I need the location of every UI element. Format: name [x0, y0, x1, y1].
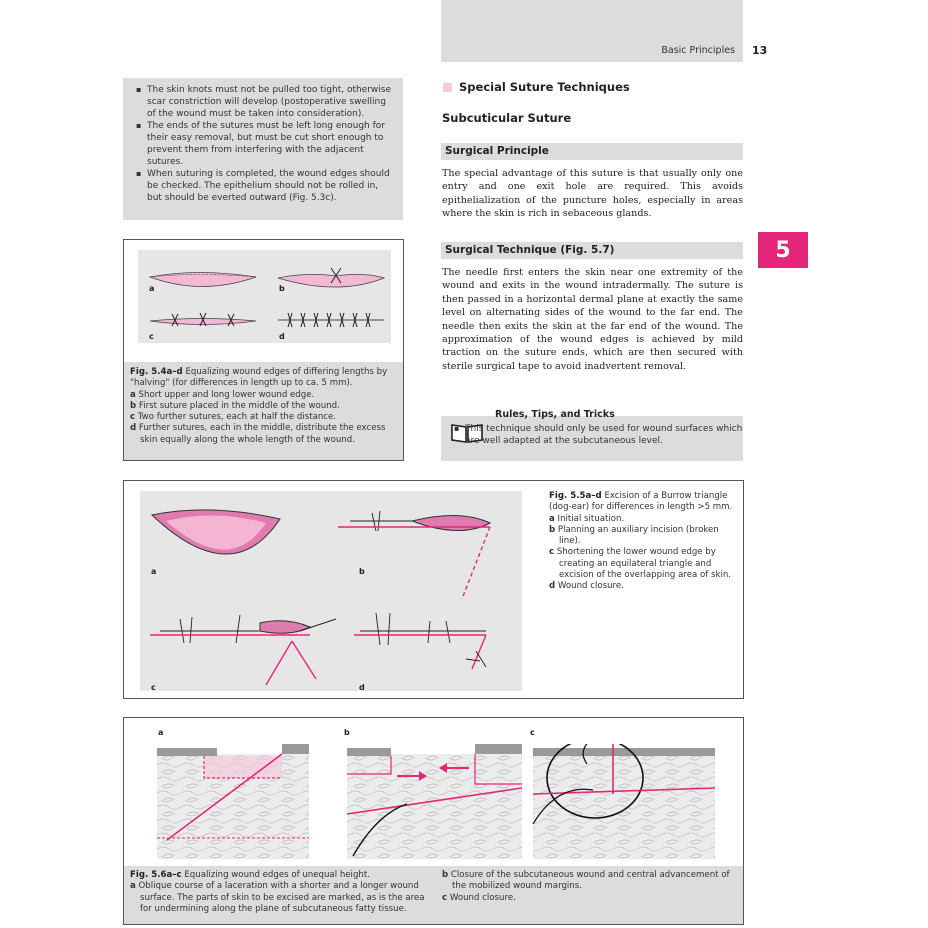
caption-item: a Short upper and long lower wound edge. — [130, 389, 315, 400]
caption-intro: Excision of a Burrow triangle (dog-ear) for differences in length >5 mm. — [549, 491, 733, 513]
caption-item: d Wound closure. — [549, 581, 624, 592]
caption-item: c Shortening the lower wound edge by creating an equilateral triangle and excision of the overlapping area of skin. — [549, 547, 732, 581]
rules-list — [451, 423, 747, 447]
caption-intro: Equalizing wound edges of unequal height. — [184, 870, 370, 880]
caption-intro: Equalizing wound edges of differing lengths by "halving" (for differences in length up to ca. 5 mm). — [130, 367, 388, 389]
note-item: ▪ The skin knots must not be pulled too tight, otherwise scar constriction will develop (postoperative swelling of the wound must be taken into consideration). — [147, 84, 395, 120]
notes-box — [123, 78, 403, 220]
figure-5-4-caption — [124, 362, 403, 460]
caption-item: b First suture placed in the middle of the wound. — [130, 400, 340, 411]
panel-label: a — [151, 567, 157, 576]
principle-heading: Surgical Principle — [441, 143, 743, 160]
caption-item: d Further sutures, each in the middle, distribute the excess skin equally along the whole length of the wound. — [130, 423, 386, 445]
panel-label: c — [530, 728, 535, 737]
figure-5-5-caption — [549, 491, 735, 593]
panel-label: c — [149, 332, 154, 341]
page-number: 13 — [752, 44, 768, 57]
panel-label: b — [359, 567, 365, 576]
caption-item: b Closure of the subcutaneous wound and central advancement of the mobilized wound margins. — [442, 870, 730, 892]
caption-label: Fig. 5.5a–d — [549, 491, 602, 501]
caption-item: c Two further sutures, each at half the distance. — [130, 412, 337, 423]
note-item: ▪ The ends of the sutures must be left long enough for their easy removal, but must be cut short enough to prevent them from interfering with the adjacent sutures. — [147, 120, 395, 168]
subsection-title: Subcuticular Suture — [442, 111, 572, 125]
figure-5-5-illustration — [140, 491, 522, 691]
technique-heading: Surgical Technique (Fig. 5.7) — [441, 242, 743, 259]
figure-5-6-illustration — [157, 744, 715, 859]
rules-box — [441, 409, 743, 461]
panel-label: a — [149, 284, 155, 293]
caption-label: Fig. 5.4a–d — [130, 367, 183, 377]
note-item: ▪ When suturing is completed, the wound edges should be checked. The epithelium should not be rolled in, but should be everted outward (Fig. 5.3c). — [147, 168, 395, 204]
caption-item: a Oblique course of a laceration with a shorter and a longer wound surface. The parts of skin to be excised are marked, as is the area for undermining along the plane of subcutaneous fatty tissue. — [130, 881, 425, 914]
technique-text: The needle first enters the skin near one extremity of the wound and exits in the wound intradermally. The suture is then passed in a horizontal dermal plane at exactly the same level on alternating sides of the wound to the far end. The needle then exits the skin at the far end of the wound. The approximation of the wound edges is achieved by mild traction on the suture ends, which are then secured with sterile surgical tape to avoid inadvertent removal. — [442, 267, 743, 372]
figure-5-4-illustration — [138, 250, 391, 343]
figure-5-6 — [123, 717, 744, 925]
panel-label: c — [151, 683, 156, 692]
chapter-tab[interactable]: 5 — [758, 232, 808, 268]
section-title: Special Suture Techniques — [443, 80, 743, 94]
rules-item: ▪ This technique should only be used for wound surfaces which are well adapted at the subcutaneous level. — [465, 423, 747, 447]
principle-text: The special advantage of this suture is that usually only one entry and one exit hole are required. This avoids epithelialization of the puncture holes, especially in areas where the skin is rich in sebaceous glands. — [442, 168, 743, 220]
rules-title: Rules, Tips, and Tricks — [495, 409, 615, 420]
notes-list — [133, 84, 395, 204]
figure-5-6-caption — [124, 866, 743, 924]
figure-5-4 — [123, 239, 404, 461]
caption-item: c Wound closure. — [442, 892, 516, 903]
panel-label: d — [279, 332, 285, 341]
panel-label: a — [158, 728, 164, 737]
running-head: Basic Principles — [661, 45, 735, 56]
figure-5-5 — [123, 480, 744, 699]
panel-label: d — [359, 683, 365, 692]
panel-label: b — [279, 284, 285, 293]
section-bullet-icon — [443, 83, 452, 92]
caption-item: a Initial situation. — [549, 513, 625, 524]
caption-label: Fig. 5.6a–c — [130, 870, 182, 880]
panel-label: b — [344, 728, 350, 737]
caption-item: b Planning an auxiliary incision (broken line). — [549, 524, 719, 547]
